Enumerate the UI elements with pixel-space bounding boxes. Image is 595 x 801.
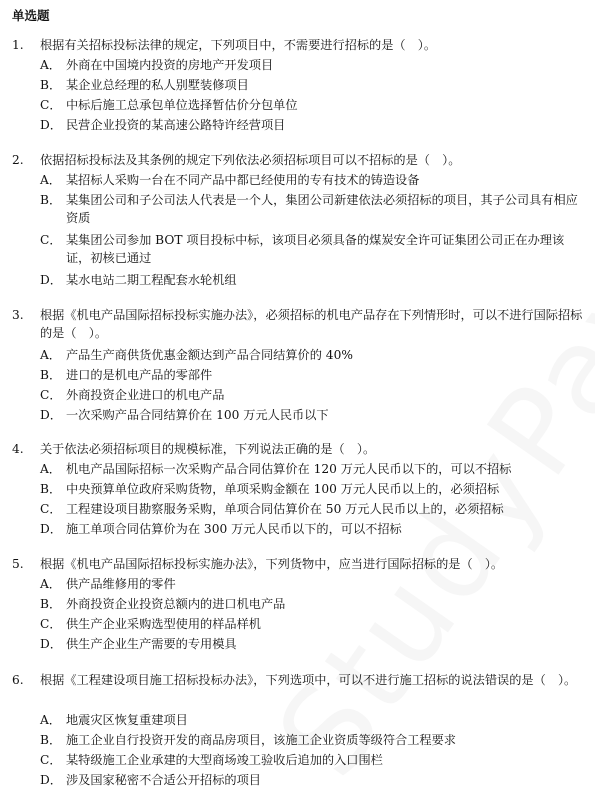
option-text: 机电产品国际招标一次采购产品合同估算价在 120 万元人民币以下的，可以不招标 [66,462,512,476]
option-letter: B． [40,482,62,496]
question-stem: 根据《机电产品国际招标投标实施办法》，必须招标的机电产品存在下列情形时，可以不进行国际招标的是（ ）。 [40,308,583,340]
option-letter: B． [40,78,62,92]
option-text: 某水电站二期工程配套水轮机组 [66,273,237,287]
question-stem: 根据《工程建设项目施工招标投标办法》，下列选项中，可以不进行施工招标的说法错误的是（ ）。 [40,673,577,687]
question-number: 2. [12,153,24,167]
option-letter: C． [40,502,62,516]
option-text: 某集团公司参加 BOT 项目投标中标，该项目必须具备的煤炭安全许可证集团公司正在办理该证，初核已通过 [66,233,565,265]
option-text: 供生产企业采购选型使用的样品样机 [66,617,261,631]
question-number: 1. [12,38,24,52]
section-title: 单选题 [12,8,50,23]
question-stem: 依据招标投标法及其条例的规定下列依法必须招标项目可以不招标的是（ ）。 [40,153,461,167]
option-text: 中央预算单位政府采购货物，单项采购金额在 100 万元人民币以上的，必须招标 [66,482,500,496]
option-letter: A． [40,173,61,187]
option-letter: A． [40,713,61,727]
option-letter: B． [40,733,62,747]
question-number: 6. [12,673,24,687]
option-letter: C． [40,98,62,112]
option-text: 外商投资企业投资总额内的进口机电产品 [66,597,286,611]
option-text: 一次采购产品合同结算价在 100 万元人民币以下 [66,408,329,422]
option-text: 产品生产商供货优惠金额达到产品合同结算价的 40% [66,348,353,362]
option-text: 外商在中国境内投资的房地产开发项目 [66,58,274,72]
option-letter: A． [40,58,61,72]
option-letter: B． [40,368,62,382]
option-text: 供产品维修用的零件 [66,577,176,591]
option-letter: A． [40,577,61,591]
option-text: 民营企业投资的某高速公路特许经营项目 [66,118,286,132]
option-text: 某企业总经理的私人别墅装修项目 [66,78,249,92]
question-number: 5. [12,557,24,571]
option-letter: C． [40,233,62,247]
option-text: 进口的是机电产品的零部件 [66,368,213,382]
question-stem: 关于依法必须招标项目的规模标准，下列说法正确的是（ ）。 [40,442,376,456]
option-letter: D． [40,773,62,787]
option-letter: B． [40,193,62,207]
option-letter: C． [40,617,62,631]
option-text: 某招标人采购一台在不同产品中都已经使用的专有技术的铸造设备 [66,173,420,187]
option-letter: C． [40,753,62,767]
option-text: 工程建设项目勘察服务采购，单项合同估算价在 50 万元人民币以上的，必须招标 [66,502,504,516]
option-text: 某特级施工企业承建的大型商场竣工验收后追加的入口围栏 [66,753,383,767]
option-letter: A． [40,462,61,476]
option-letter: B． [40,597,62,611]
option-letter: D． [40,522,62,536]
option-letter: D． [40,273,62,287]
option-text: 外商投资企业进口的机电产品 [66,388,225,402]
question-number: 3. [12,308,24,322]
option-text: 中标后施工总承包单位选择暂估价分包单位 [66,98,298,112]
option-letter: C． [40,388,62,402]
option-text: 某集团公司和子公司法人代表是一个人，集团公司新建依法必须招标的项目，其子公司具有相应资质 [66,193,578,225]
question-number: 4. [12,442,24,456]
option-letter: A． [40,348,61,362]
question-stem: 根据《机电产品国际招标投标实施办法》，下列货物中，应当进行国际招标的是（ ）。 [40,557,504,571]
option-letter: D． [40,408,62,422]
question-stem: 根据有关招标投标法律的规定，下列项目中，不需要进行招标的是（ ）。 [40,38,437,52]
option-text: 地震灾区恢复重建项目 [66,713,188,727]
option-text: 涉及国家秘密不合适公开招标的项目 [66,773,261,787]
option-letter: D． [40,637,62,651]
option-text: 施工企业自行投资开发的商品房项目，该施工企业资质等级符合工程要求 [66,733,456,747]
option-letter: D． [40,118,62,132]
option-text: 供生产企业生产需要的专用模具 [66,637,237,651]
option-text: 施工单项合同估算价为在 300 万元人民币以下的，可以不招标 [66,522,402,536]
